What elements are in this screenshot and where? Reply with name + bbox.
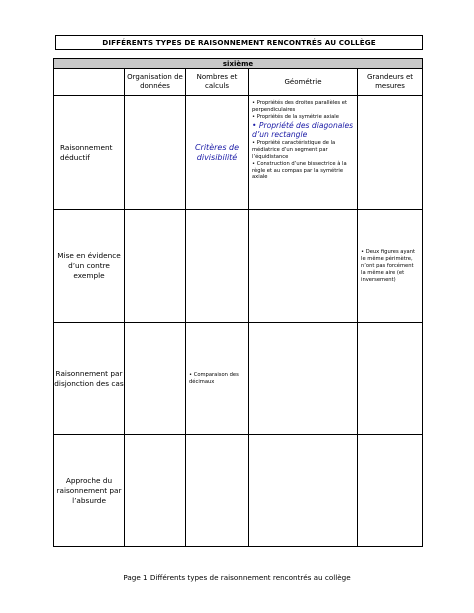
cell-grandeurs — [358, 323, 423, 435]
cell-geometrie — [249, 210, 358, 323]
row-label-text: Raisonnement déductif — [60, 143, 124, 163]
cell-organisation — [125, 435, 186, 547]
list-item: • Propriétés de la symétrie axiale — [252, 113, 339, 120]
col-header-geometrie: Géométrie — [249, 69, 358, 96]
cell-nombres — [186, 210, 249, 323]
reasoning-table — [53, 58, 423, 547]
document-title: DIFFÉRENTS TYPES DE RAISONNEMENT RENCONTRÉS AU COLLÈGE — [55, 35, 423, 50]
list-item: • Propriété caractéristique de la médiatrice d’un segment par l’équidistance — [252, 140, 336, 160]
col-header-organisation: Organisation de données — [125, 69, 186, 96]
level-row — [54, 59, 423, 69]
nombres-note: • Comparaison des décimaux — [189, 371, 239, 385]
row-label-contre-exemple: Mise en évidence d’un contre exemple — [54, 210, 125, 323]
page-footer: Page 1 Différents types de raisonnement rencontrés au collège — [123, 573, 351, 582]
list-item: • Construction d’une bissectrice à la règle et au compas par la symétrie axiale — [252, 160, 347, 181]
row-label-disjonction: Raisonnement par disjonction des cas — [54, 323, 125, 435]
cell-grandeurs — [358, 96, 423, 210]
list-item: • Propriétés des droites parallèles et perpendiculaires — [252, 100, 347, 113]
row-label-deductif — [54, 96, 125, 210]
col-header-grandeurs: Grandeurs et mesures — [358, 69, 423, 96]
table-row — [54, 210, 423, 323]
cell-nombres-criteres: Critères de divisibilité — [186, 96, 249, 210]
table-row — [54, 96, 423, 210]
level-header: sixième — [54, 59, 423, 69]
cell-geometrie — [249, 435, 358, 547]
cell-organisation — [125, 210, 186, 323]
col-header-nombres: Nombres et calculs — [186, 69, 249, 96]
cell-nombres — [186, 435, 249, 547]
row-label-absurde: Approche du raisonnement par l’absurde — [54, 435, 125, 547]
geometrie-list — [252, 100, 354, 181]
table-row — [54, 323, 423, 435]
column-header-row — [54, 69, 423, 96]
cell-nombres — [186, 323, 249, 435]
corner-cell — [54, 69, 125, 96]
cell-grandeurs — [358, 435, 423, 547]
grandeurs-note: • Deux figures ayant le même périmètre, n’ont pas forcément la même aire (et inversement) — [361, 248, 416, 283]
cell-geometrie — [249, 96, 358, 210]
cell-organisation — [125, 96, 186, 210]
table-row — [54, 435, 423, 547]
cell-geometrie — [249, 323, 358, 435]
list-item: • Propriété des diagonales d’un rectangle — [252, 121, 354, 140]
cell-organisation — [125, 323, 186, 435]
cell-grandeurs — [358, 210, 423, 323]
